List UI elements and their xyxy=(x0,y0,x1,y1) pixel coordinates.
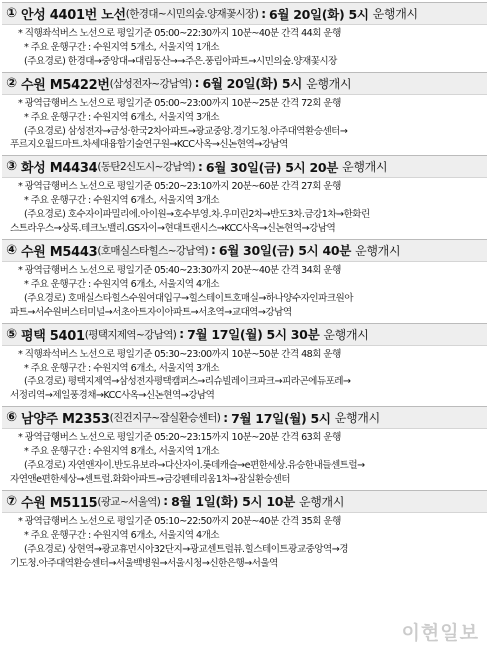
start-label: 운행개시 xyxy=(323,327,369,342)
route-notice-header xyxy=(2,406,487,429)
start-label: 운행개시 xyxy=(298,494,345,509)
notice-number: ④ xyxy=(6,242,18,258)
start-label: 운행개시 xyxy=(372,7,418,21)
route-notice xyxy=(2,239,487,323)
route-endpoints: (동탄2신도시~강남역) xyxy=(97,161,196,174)
route-path-line: (주요경로) 삼성전자→금성·한국2차아파트→광교중앙.경기도청.아주대역환승센터→ xyxy=(24,125,348,137)
start-date: 6월 30일(금) 5시 20분 xyxy=(205,159,339,175)
route-info-line: * 광역급행버스 노선으로 평일기준 05:40~23:30까지 20분~40분 간격 34회 운행 xyxy=(18,264,341,276)
notice-document xyxy=(2,2,487,573)
route-info-line: * 직행좌석버스 노선으로 평일기준 05:00~22:30까지 10분~40분 간격 44회 운행 xyxy=(18,28,341,39)
route-path-line: 스트라우스→상록.테크노밸리.GS자이→현대트랜시스→KCC사옥→신논현역→강남역 xyxy=(10,223,336,235)
route-endpoints: (진건지구~잠실환승센터) xyxy=(109,412,221,425)
route-notice xyxy=(2,323,487,407)
notice-number: ⑤ xyxy=(6,326,18,342)
route-info-line: * 주요 운행구간 : 수원지역 6개소, 서울지역 3개소 xyxy=(24,362,219,374)
route-title: 남양주 M2353 xyxy=(21,412,110,428)
separator-colon: : xyxy=(261,6,267,21)
route-info-line: * 광역급행버스 노선으로 평일기준 05:20~23:10까지 20분~60분 간격 27회 운행 xyxy=(18,181,341,193)
route-notice xyxy=(2,406,487,490)
route-path-line: 서정리역→제일풍경채→KCC사옥→신논현역→강남역 xyxy=(10,390,215,402)
start-date: 7월 17일(월) 5시 30분 xyxy=(187,327,320,343)
route-path-line: 파트→서수원버스터미널→서초아트자이아파트→서초역→교대역→강남역 xyxy=(10,306,292,318)
route-info-line: * 광역급행버스 노선으로 평일기준 05:20~23:15까지 10분~20분 간격 63회 운행 xyxy=(18,432,341,444)
start-date: 8월 1일(화) 5시 10분 xyxy=(171,494,295,510)
route-path-line: (주요경로) 호매실스타힐스수원여대입구→힐스테이트호매실→하나양수자인파크원아 xyxy=(24,292,353,304)
separator-colon: : xyxy=(179,327,185,342)
route-info-line: * 광역급행버스 노선으로 평일기준 05:00~23:00까지 10분~25분 간격 72회 운행 xyxy=(18,97,341,109)
route-notice xyxy=(2,2,487,72)
separator-colon: : xyxy=(163,494,169,509)
route-title: 수원 M5443 xyxy=(21,244,98,260)
route-endpoints: (평택지제역~강남역) xyxy=(84,328,177,341)
separator-colon: : xyxy=(194,76,200,91)
separator-colon: : xyxy=(198,159,203,174)
route-info-line: * 주요 운행구간 : 수원지역 8개소, 서울지역 1개소 xyxy=(24,446,219,458)
route-notice-header xyxy=(2,2,487,25)
route-notice-body xyxy=(2,95,487,156)
route-path-line: 푸르지오월드마트.차세대융합기술연구원→KCC사옥→신논현역→강남역 xyxy=(10,139,288,151)
route-notice-header xyxy=(2,490,487,513)
route-notice-body xyxy=(2,429,487,490)
route-info-line: * 주요 운행구간 : 수원지역 6개소, 서울지역 3개소 xyxy=(24,195,219,207)
route-title: 평택 5401 xyxy=(21,328,85,344)
route-endpoints: (호매실스타힐스~강남역) xyxy=(97,244,209,257)
start-label: 운행개시 xyxy=(342,160,388,175)
watermark: 이현일보 xyxy=(401,622,479,644)
route-title: 안성 4401번 노선 xyxy=(21,8,126,23)
route-info-line: * 직행좌석버스 노선으로 평일기준 05:30~23:00까지 10분~50분 간격 48회 운행 xyxy=(18,348,341,360)
start-label: 운행개시 xyxy=(334,411,380,426)
route-path-line: (주요경로) 평택지제역→삼성전자평택캠퍼스→리슈빌레이크파크→피라곤에듀포레→ xyxy=(24,376,351,388)
separator-colon: : xyxy=(223,410,229,425)
route-endpoints: (광교~서울역) xyxy=(97,495,161,508)
start-date: 6월 30일(금) 5시 40분 xyxy=(218,243,352,259)
route-path-line: (주요경로) 호수자이파밀리에.아이원→호수부영.차.우미린2차→반도3차.금강1차→한화린 xyxy=(24,209,370,221)
route-info-line: * 주요 운행구간 : 수원지역 6개소, 서울지역 3개소 xyxy=(24,111,219,123)
route-notice-header xyxy=(2,323,487,346)
route-path-line: (주요경로) 상현역→광교휴먼시아32단지→광교센트럴뷰.힐스테이트광교중앙역→경 xyxy=(24,543,348,555)
route-notice-header xyxy=(2,239,487,262)
notice-number: ③ xyxy=(6,159,18,175)
separator-colon: : xyxy=(211,243,216,258)
route-title: 수원 M5115 xyxy=(21,495,98,511)
route-info-line: * 주요 운행구간 : 수원지역 6개소, 서울지역 4개소 xyxy=(24,529,219,541)
notice-number: ① xyxy=(6,6,18,21)
route-path-line: 기도청.아주대역환승센터→서울백병원→서울시청→신한은행→서울역 xyxy=(10,557,278,569)
start-date: 6월 20일(화) 5시 xyxy=(202,76,303,92)
route-notice xyxy=(2,72,487,156)
route-notice-body xyxy=(2,262,487,323)
start-date: 7월 17일(월) 5시 xyxy=(231,410,331,426)
route-endpoints: (삼성전자~강남역) xyxy=(109,77,192,90)
route-notice-body xyxy=(2,178,487,239)
route-info-line: * 광역급행버스 노선으로 평일기준 05:10~22:50까지 20분~40분 간격 35회 운행 xyxy=(18,515,341,527)
route-notice-header xyxy=(2,155,487,178)
notice-number: ⑦ xyxy=(6,493,18,509)
route-notice xyxy=(2,155,487,239)
route-notice-body xyxy=(2,346,487,407)
route-path-line: 자연앤e편한세상→센트럴.화화아파트→금강펜테리움1차→잠실환승센터 xyxy=(10,473,290,485)
start-label: 운행개시 xyxy=(306,76,352,91)
route-notice xyxy=(2,490,487,574)
route-info-line: * 주요 운행구간 : 수원지역 6개소, 서울지역 4개소 xyxy=(24,278,219,290)
notice-number: ② xyxy=(6,75,18,91)
route-notice-header xyxy=(2,72,487,95)
route-title: 화성 M4434 xyxy=(21,161,98,177)
route-notice-body xyxy=(2,513,487,574)
route-path-line: (주요경로) 자연앤자이.반도유보라→다산자이.롯데캐슬→e편한세상.유승한내들센트럴→ xyxy=(24,460,365,472)
start-date: 6월 20일(화) 5시 xyxy=(269,6,369,22)
route-notice-body xyxy=(2,25,487,72)
route-path-line: (주요경로) 한경대→중앙대→대림동산→→주은.풍림아파트→시민의숲.양재꽃시장 xyxy=(24,55,337,67)
start-label: 운행개시 xyxy=(355,243,401,258)
route-info-line: * 주요 운행구간 : 수원지역 5개소, 서울지역 1개소 xyxy=(24,41,219,53)
route-endpoints: (한경대~시민의숲.양재꽃시장) xyxy=(125,8,259,20)
route-title: 수원 M5422번 xyxy=(21,77,110,93)
notice-number: ⑥ xyxy=(6,410,18,426)
